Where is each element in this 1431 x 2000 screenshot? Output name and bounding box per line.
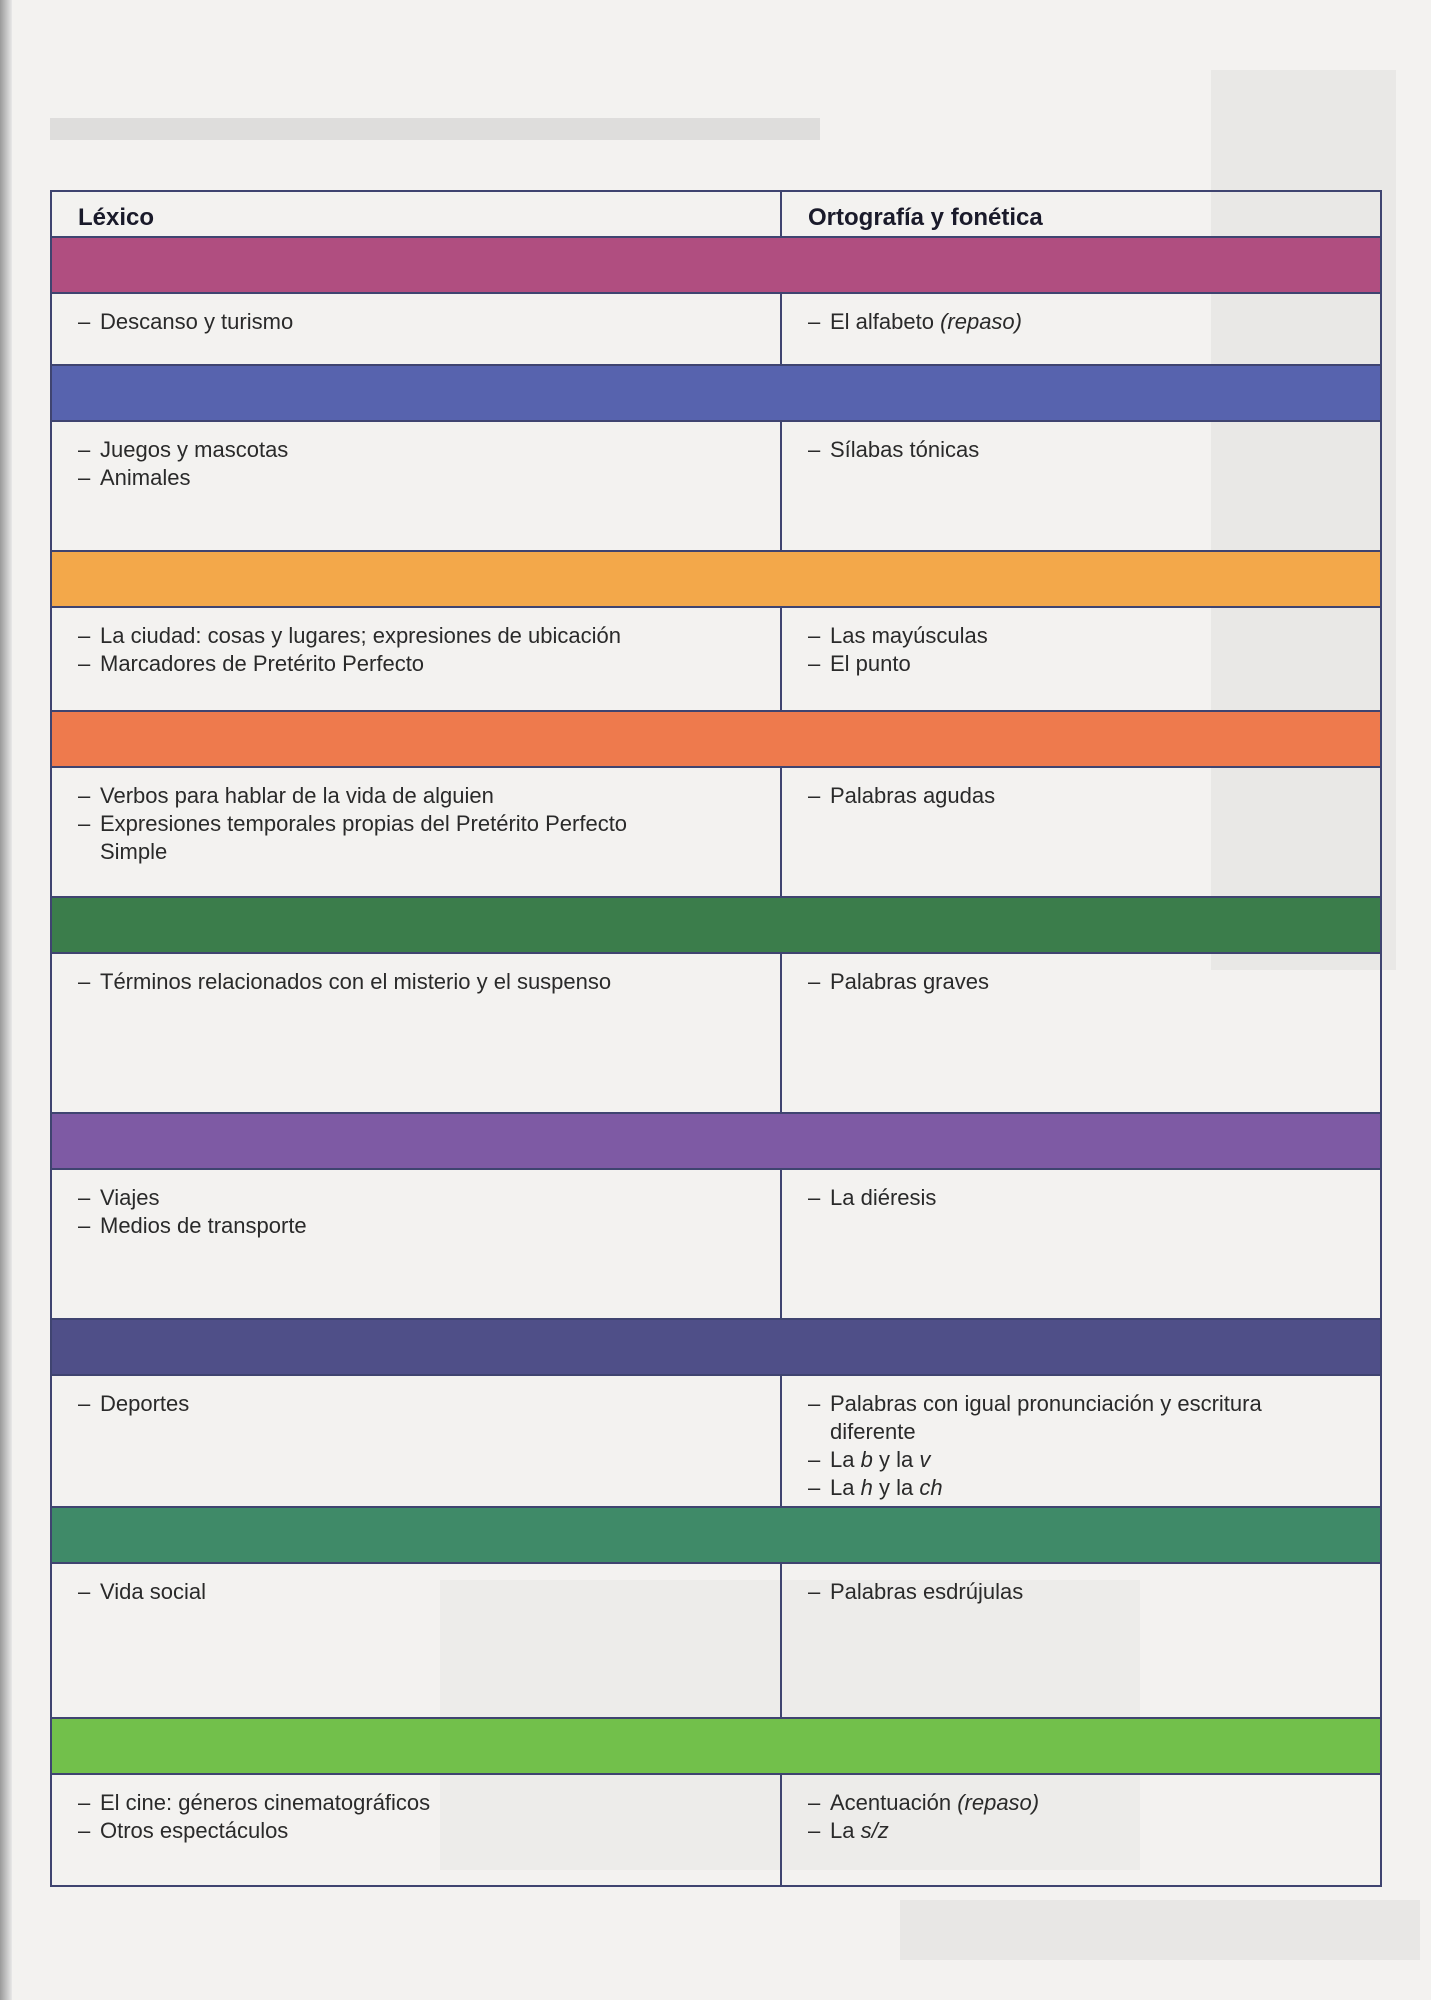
lexico-item: – El cine: géneros cinematográficos <box>78 1790 431 1815</box>
bleed-through-footer <box>900 1900 1420 1960</box>
ortografia-cell <box>782 608 1380 710</box>
ortografia-item: – La h y la ch <box>808 1475 943 1500</box>
lexico-item: – Otros espectáculos <box>78 1818 289 1843</box>
ortografia-item: – El punto <box>808 651 911 676</box>
header-lexico: Léxico <box>52 192 782 236</box>
unit-row <box>52 1775 1380 1885</box>
ortografia-cell <box>782 1170 1380 1318</box>
lexico-cell <box>52 1376 782 1506</box>
lexico-item: – Expresiones temporales propias del Pretérito Perfecto <box>78 811 628 836</box>
table-header-row <box>52 192 1380 238</box>
ortografia-cell <box>782 1775 1380 1885</box>
ortografia-cell <box>782 422 1380 550</box>
lexico-item: – Vida social <box>78 1579 206 1604</box>
lexico-item: – Marcadores de Pretérito Perfecto <box>78 651 425 676</box>
unit-row <box>52 294 1380 366</box>
ortografia-item: – Palabras agudas <box>808 783 996 808</box>
unit-row <box>52 1170 1380 1320</box>
ortografia-item: – Palabras esdrújulas <box>808 1579 1024 1604</box>
lexico-item: – Juegos y mascotas <box>78 437 289 462</box>
lexico-cell <box>52 422 782 550</box>
lexico-cell <box>52 1564 782 1717</box>
header-ortografia: Ortografía y fonética <box>808 204 1043 231</box>
ortografia-cell <box>782 1564 1380 1717</box>
lexico-item: – Deportes <box>78 1391 190 1416</box>
ortografia-item: – Palabras graves <box>808 969 989 994</box>
lexico-item: – La ciudad: cosas y lugares; expresiones de ubicación <box>78 623 621 648</box>
page-edge-shadow <box>0 0 12 2000</box>
unit-color-band <box>52 366 1380 422</box>
unit-color-band <box>52 1719 1380 1775</box>
lexico-item: – Descanso y turismo <box>78 309 294 334</box>
ortografia-item: – Las mayúsculas <box>808 623 988 648</box>
unit-row <box>52 954 1380 1114</box>
lexico-item: – Términos relacionados con el misterio y el suspenso <box>78 969 612 994</box>
ortografia-item: – La b y la v <box>808 1447 931 1472</box>
unit-row <box>52 768 1380 898</box>
ortografia-cell <box>782 294 1380 364</box>
unit-color-band <box>52 552 1380 608</box>
lexico-item: – Viajes <box>78 1185 160 1210</box>
lexico-item: Simple <box>100 839 168 864</box>
lexico-cell <box>52 608 782 710</box>
ortografia-item: – El alfabeto (repaso) <box>808 309 1022 334</box>
unit-color-band <box>52 1508 1380 1564</box>
unit-color-band <box>52 898 1380 954</box>
ortografia-item: – La s/z <box>808 1818 889 1843</box>
unit-row <box>52 422 1380 552</box>
units-container <box>52 238 1380 1885</box>
ortografia-item: – Acentuación (repaso) <box>808 1790 1040 1815</box>
lexico-item: – Verbos para hablar de la vida de alguien <box>78 783 494 808</box>
unit-color-band <box>52 238 1380 294</box>
unit-row <box>52 1376 1380 1508</box>
bleed-through-bar <box>50 118 820 140</box>
ortografia-cell <box>782 954 1380 1112</box>
unit-row <box>52 608 1380 712</box>
ortografia-item: – Sílabas tónicas <box>808 437 980 462</box>
lexico-item: – Medios de transporte <box>78 1213 307 1238</box>
ortografia-item: – Palabras con igual pronunciación y escritura <box>808 1391 1262 1416</box>
contents-table <box>50 190 1382 1887</box>
lexico-cell <box>52 954 782 1112</box>
lexico-cell <box>52 294 782 364</box>
lexico-cell <box>52 1170 782 1318</box>
ortografia-item: diferente <box>830 1419 916 1444</box>
ortografia-cell <box>782 1376 1380 1506</box>
unit-color-band <box>52 1114 1380 1170</box>
ortografia-cell <box>782 768 1380 896</box>
ortografia-item: – La diéresis <box>808 1185 937 1210</box>
lexico-cell <box>52 1775 782 1885</box>
lexico-item: – Animales <box>78 465 191 490</box>
unit-color-band <box>52 712 1380 768</box>
lexico-cell <box>52 768 782 896</box>
unit-color-band <box>52 1320 1380 1376</box>
unit-row <box>52 1564 1380 1719</box>
